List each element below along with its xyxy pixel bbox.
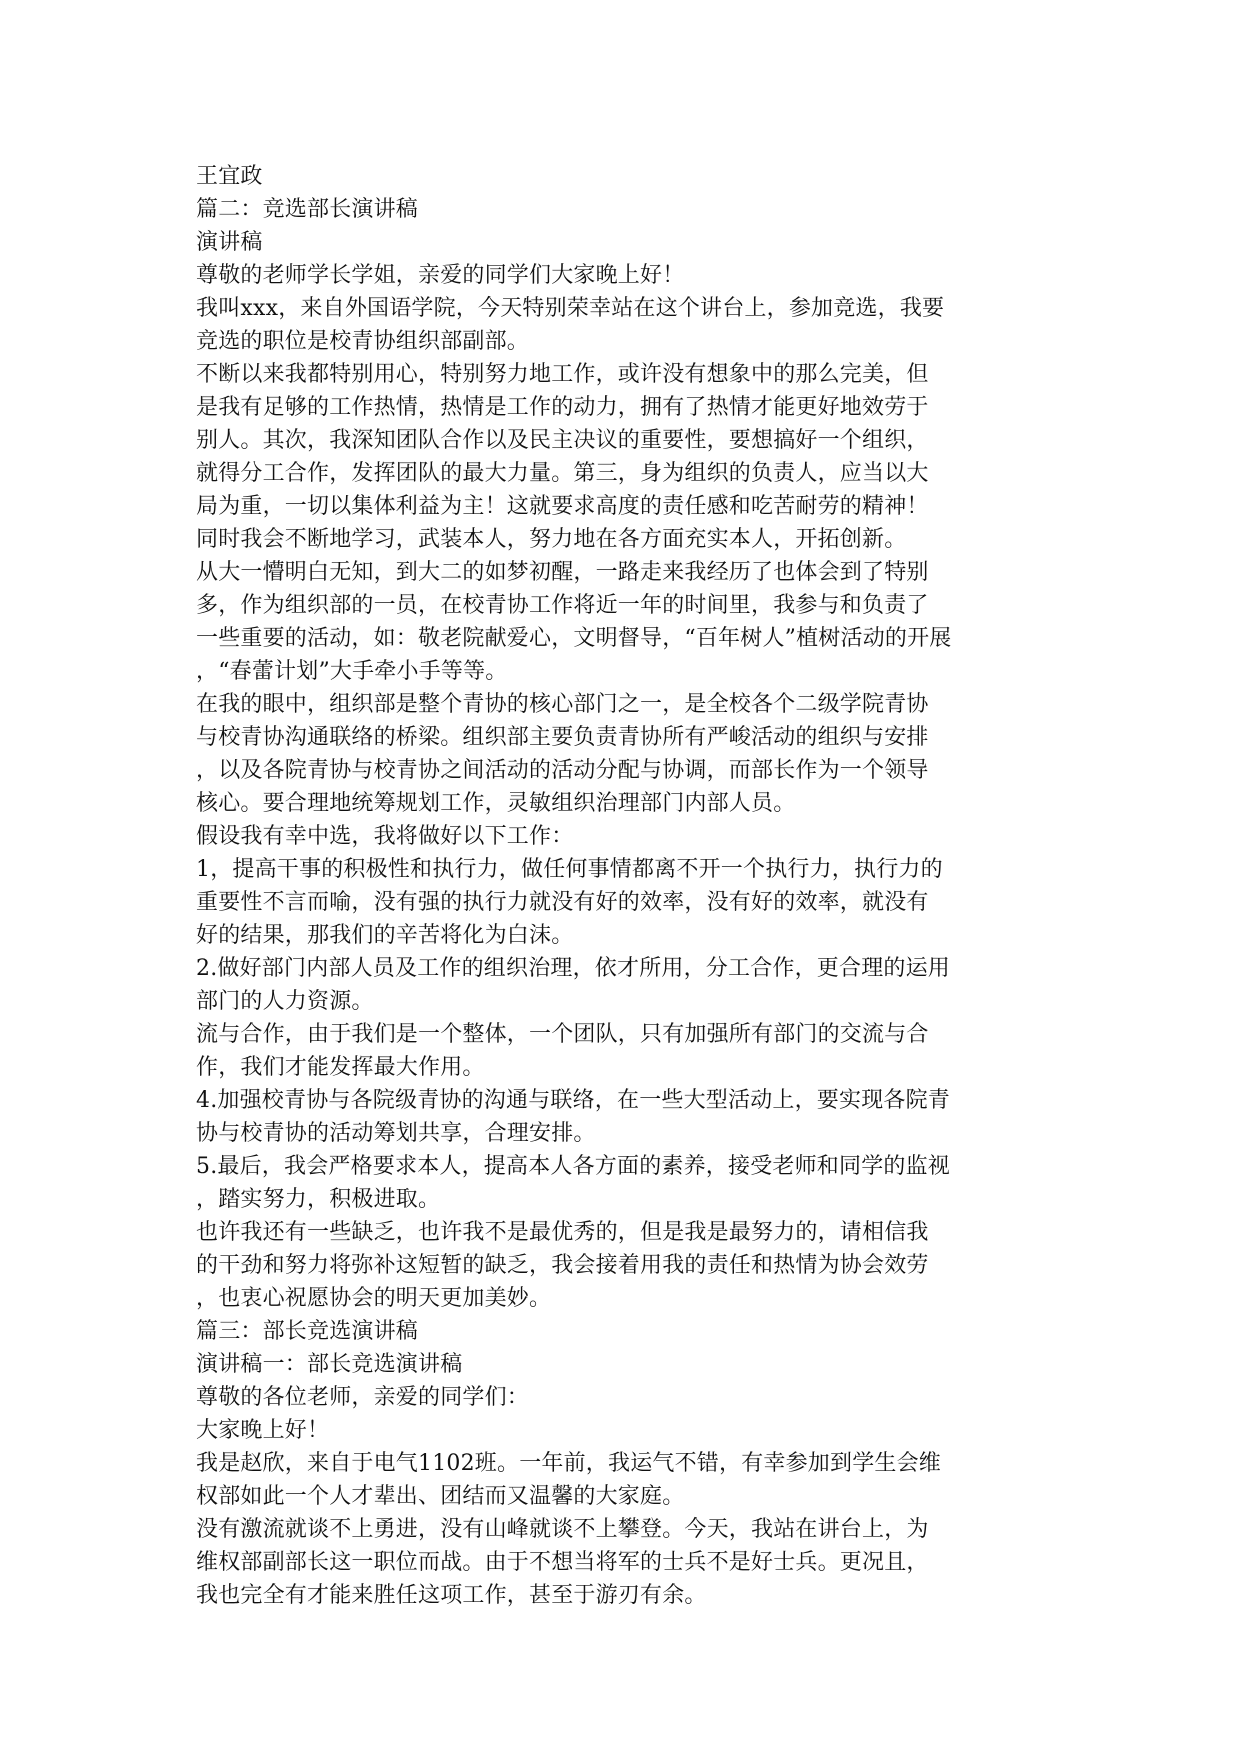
text-line: 竞选的职位是校青协组织部副部。 — [196, 329, 530, 354]
text-line: 多，作为组织部的一员，在校青协工作将近一年的时间里，我参与和负责了 — [196, 593, 929, 618]
text-line: 5.最后，我会严格要求本人，提高本人各方面的素养，接受老师和同学的监视 — [196, 1154, 950, 1179]
text-line: ，踏实努力，积极进取。 — [196, 1187, 441, 1212]
text-line: 演讲稿一：部长竞选演讲稿 — [196, 1352, 463, 1377]
text-line: 在我的眼中，组织部是整个青协的核心部门之一，是全校各个二级学院青协 — [196, 692, 929, 717]
text-line: 部门的人力资源。 — [196, 989, 374, 1014]
text-line: ，也衷心祝愿协会的明天更加美妙。 — [196, 1286, 552, 1311]
text-line: 与校青协沟通联络的桥梁。组织部主要负责青协所有严峻活动的组织与安排 — [196, 725, 929, 750]
text-line: 重要性不言而喻，没有强的执行力就没有好的效率，没有好的效率，就没有 — [196, 890, 929, 915]
text-line: 是我有足够的工作热情，热情是工作的动力，拥有了热情才能更好地效劳于 — [196, 395, 929, 420]
text-line: 没有激流就谈不上勇进，没有山峰就谈不上攀登。今天，我站在讲台上，为 — [196, 1517, 929, 1542]
text-line: 同时我会不断地学习，武装本人，努力地在各方面充实本人，开拓创新。 — [196, 527, 907, 552]
text-line: 不断以来我都特别用心，特别努力地工作，或许没有想象中的那么完美，但 — [196, 362, 929, 387]
text-line: 维权部副部长这一职位而战。由于不想当将军的士兵不是好士兵。更况且， — [196, 1550, 929, 1575]
text-line: 核心。要合理地统筹规划工作，灵敏组织治理部门内部人员。 — [196, 791, 796, 816]
text-line: 大家晚上好！ — [196, 1418, 330, 1443]
text-line: 的干劲和努力将弥补这短暂的缺乏，我会接着用我的责任和热情为协会效劳 — [196, 1253, 929, 1278]
text-line: 也许我还有一些缺乏，也许我不是最优秀的，但是我是最努力的，请相信我 — [196, 1220, 929, 1245]
text-line: 一些重要的活动，如：敬老院献爱心，文明督导，“百年树人”植树活动的开展 — [196, 626, 952, 651]
text-line: 2.做好部门内部人员及工作的组织治理，依才所用，分工合作，更合理的运用 — [196, 956, 950, 981]
text-line: 尊敬的老师学长学姐，亲爱的同学们大家晚上好！ — [196, 263, 685, 288]
text-line: 就得分工合作，发挥团队的最大力量。第三，身为组织的负责人，应当以大 — [196, 461, 929, 486]
text-line: 流与合作，由于我们是一个整体，一个团队，只有加强所有部门的交流与合 — [196, 1022, 929, 1047]
text-line: 我是赵欣，来自于电气1102班。一年前，我运气不错，有幸参加到学生会维 — [196, 1451, 941, 1476]
text-line: 王宜政 — [196, 164, 263, 189]
text-line: 4.加强校青协与各院级青协的沟通与联络，在一些大型活动上，要实现各院青 — [196, 1088, 950, 1113]
text-line: 好的结果，那我们的辛苦将化为白沫。 — [196, 923, 574, 948]
text-line: ，以及各院青协与校青协之间活动的活动分配与协调，而部长作为一个领导 — [196, 758, 929, 783]
text-line: 假设我有幸中选，我将做好以下工作： — [196, 824, 574, 849]
text-line: 1，提高干事的积极性和执行力，做任何事情都离不开一个执行力，执行力的 — [196, 857, 943, 882]
text-line: 尊敬的各位老师，亲爱的同学们： — [196, 1385, 530, 1410]
text-line: 作，我们才能发挥最大作用。 — [196, 1055, 485, 1080]
text-line: 演讲稿 — [196, 230, 263, 255]
text-line: 我也完全有才能来胜任这项工作，甚至于游刃有余。 — [196, 1583, 707, 1608]
text-line: 别人。其次，我深知团队合作以及民主决议的重要性，要想搞好一个组织， — [196, 428, 929, 453]
text-line: 局为重，一切以集体利益为主！这就要求高度的责任感和吃苦耐劳的精神！ — [196, 494, 929, 519]
document-page — [196, 160, 1056, 1612]
text-line: 从大一懵明白无知，到大二的如梦初醒，一路走来我经历了也体会到了特别 — [196, 560, 929, 585]
text-line: 协与校青协的活动筹划共享，合理安排。 — [196, 1121, 596, 1146]
text-line: 篇二：竞选部长演讲稿 — [196, 197, 419, 222]
text-line: 我叫xxx，来自外国语学院，今天特别荣幸站在这个讲台上，参加竞选，我要 — [196, 296, 945, 321]
text-line: 权部如此一个人才辈出、团结而又温馨的大家庭。 — [196, 1484, 685, 1509]
text-line: 篇三：部长竞选演讲稿 — [196, 1319, 419, 1344]
text-line: ，“春蕾计划”大手牵小手等等。 — [196, 659, 508, 684]
